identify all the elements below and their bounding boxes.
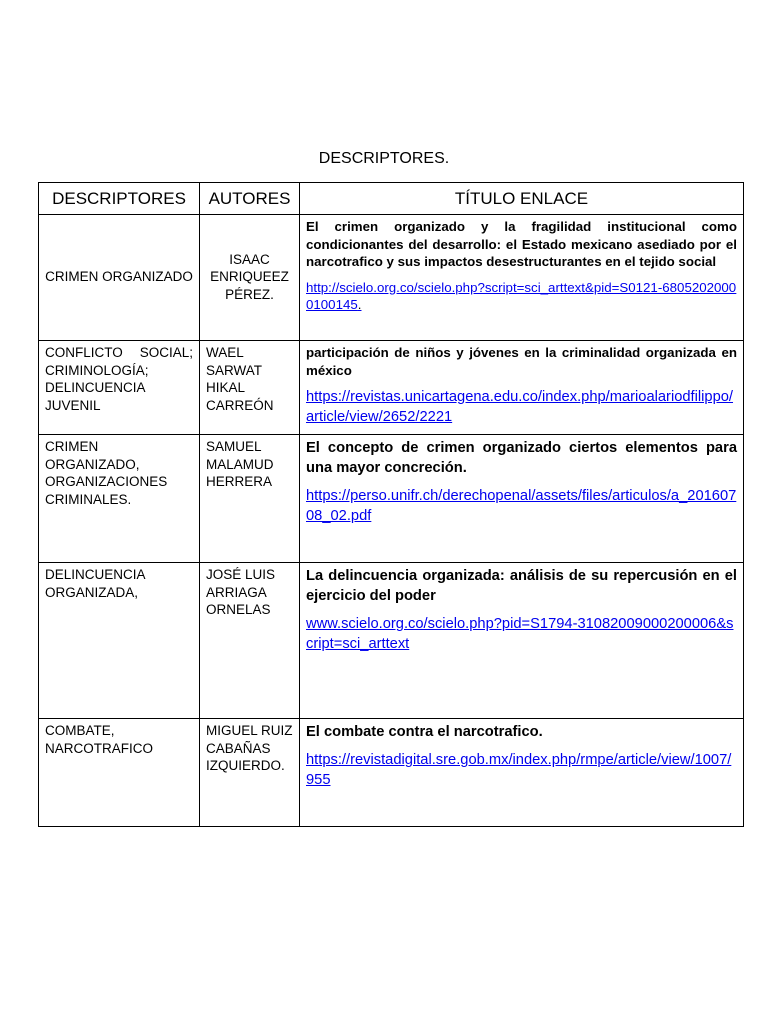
titulo-enlace-cell	[300, 435, 744, 563]
descriptores-cell: CONFLICTO SOCIAL; CRIMINOLOGÍA; DELINCUENCIA JUVENIL	[39, 341, 200, 435]
descriptores-cell: DELINCUENCIA ORGANIZADA,	[39, 563, 200, 719]
descriptores-table	[38, 182, 744, 827]
titulo-enlace-cell	[300, 215, 744, 341]
link-suffix: .	[357, 297, 362, 312]
autores-cell: MIGUEL RUIZ CABAÑAS IZQUIERDO.	[200, 719, 300, 827]
autores-cell: WAEL SARWAT HIKAL CARREÓN	[200, 341, 300, 435]
article-title: La delincuencia organizada: análisis de su repercusión en el ejercicio del poder	[306, 568, 737, 604]
titulo-enlace-cell	[300, 719, 744, 827]
descriptores-cell: CRIMEN ORGANIZADO, ORGANIZACIONES CRIMINALES.	[39, 435, 200, 563]
article-link[interactable]: www.scielo.org.co/scielo.php?pid=S1794-31082009000200006&script=sci_arttext	[306, 616, 734, 652]
titulo-enlace-cell	[300, 563, 744, 719]
header-titulo-enlace: TÍTULO ENLACE	[300, 183, 744, 215]
article-link[interactable]: https://revistadigital.sre.gob.mx/index.php/rmpe/article/view/1007/955	[306, 752, 732, 788]
article-link[interactable]: https://revistas.unicartagena.edu.co/index.php/marioalariodfilippo/article/view/2652/2221	[306, 389, 734, 425]
table-row	[39, 341, 744, 435]
header-descriptores: DESCRIPTORES	[39, 183, 200, 215]
autores-cell: ISAAC ENRIQUEEZ PÉREZ.	[200, 215, 300, 341]
titulo-enlace-cell	[300, 341, 744, 435]
descriptores-cell: CRIMEN ORGANIZADO	[39, 215, 200, 341]
table-row	[39, 215, 744, 341]
document-title: DESCRIPTORES.	[318, 150, 450, 167]
autores-cell: SAMUEL MALAMUD HERRERA	[200, 435, 300, 563]
descriptores-cell: COMBATE, NARCOTRAFICO	[39, 719, 200, 827]
article-link[interactable]: http://scielo.org.co/scielo.php?script=sci_arttext&pid=S0121-68052020000100145	[306, 279, 737, 312]
article-link[interactable]: https://perso.unifr.ch/derechopenal/assets/files/articulos/a_20160708_02.pdf	[306, 488, 737, 524]
article-link-wrap	[306, 279, 737, 314]
header-autores: AUTORES	[200, 183, 300, 215]
article-title: El crimen organizado y la fragilidad institucional como condicionantes del desarrollo: el Estado mexicano asediado por el narcotrafico y sus impactos desestructurantes en el tejido social	[306, 219, 737, 269]
table-header-row	[39, 183, 744, 215]
article-title: participación de niños y jóvenes en la criminalidad organizada en méxico	[306, 345, 737, 378]
article-title: El combate contra el narcotrafico.	[306, 724, 543, 740]
table-row	[39, 563, 744, 719]
table-row	[39, 435, 744, 563]
article-title: El concepto de crimen organizado ciertos elementos para una mayor concreción.	[306, 440, 737, 476]
autores-cell: JOSÉ LUIS ARRIAGA ORNELAS	[200, 563, 300, 719]
table-row	[39, 719, 744, 827]
